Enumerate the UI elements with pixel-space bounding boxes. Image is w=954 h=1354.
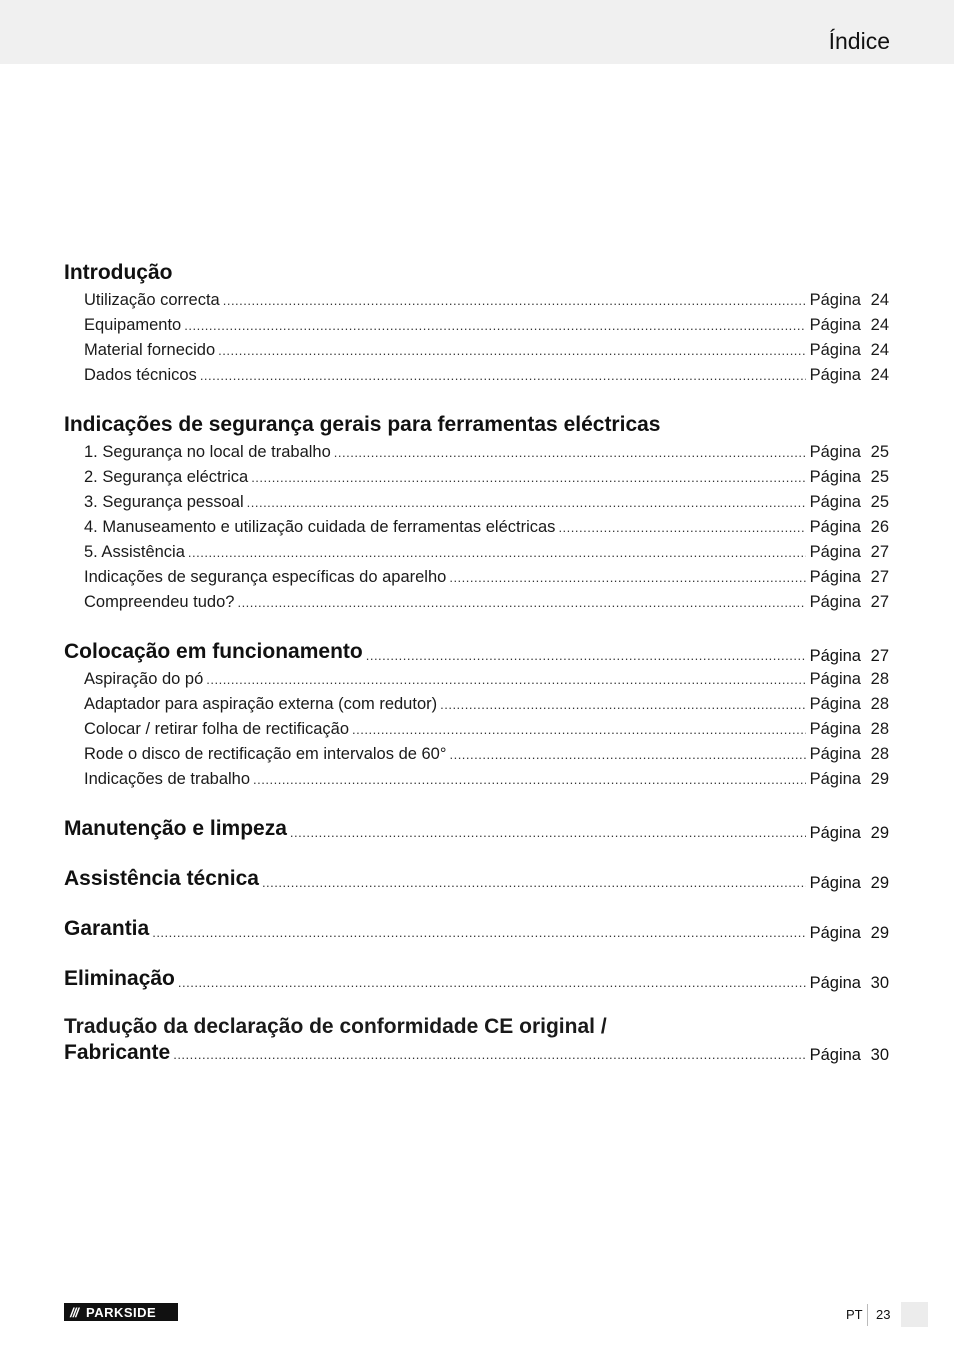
section-heading: Introdução <box>64 261 173 284</box>
toc-entry[interactable]: 5. Assistência ..... Página 27 <box>84 540 889 565</box>
dot-leader <box>188 540 806 565</box>
dot-leader <box>366 647 806 664</box>
dot-leader <box>352 717 806 742</box>
toc-entry[interactable]: Aspiração do pó ..... Página 28 <box>84 667 889 692</box>
dot-leader <box>449 565 805 590</box>
logo-text: PARKSIDE <box>86 1304 157 1320</box>
toc-entry[interactable]: Rode o disco de rectificação em intervalos de 60° ..... Página 28 <box>84 742 889 767</box>
footer-divider <box>867 1304 868 1326</box>
dot-leader <box>178 974 806 991</box>
toc-entry[interactable]: 2. Segurança eléctrica ..... Página 25 <box>84 465 889 490</box>
toc-section-colocacao <box>64 637 889 792</box>
dot-leader <box>200 363 806 388</box>
toc-entry[interactable]: Compreendeu tudo? ..... Página 27 <box>84 590 889 615</box>
page-title: Índice <box>828 28 890 54</box>
dot-leader <box>223 288 806 313</box>
toc-entry[interactable]: Indicações de segurança específicas do aparelho ..... Página 27 <box>84 565 889 590</box>
dot-leader <box>152 924 805 941</box>
toc-section-assistencia-tecnica[interactable]: Assistência técnica ..... Página 29 <box>64 864 889 894</box>
toc-section-eliminacao[interactable]: Eliminação ..... Página 30 <box>64 964 889 994</box>
dot-leader <box>247 490 806 515</box>
toc-entry[interactable]: Dados técnicos ..... Página 24 <box>84 363 889 388</box>
header-band <box>0 0 954 64</box>
dot-leader <box>218 338 805 363</box>
table-of-contents <box>64 258 889 1066</box>
logo-stripes-icon: /// <box>70 1304 78 1320</box>
dot-leader <box>449 742 805 767</box>
toc-entry[interactable]: Utilização correcta ..... Página 24 <box>84 288 889 313</box>
dot-leader <box>253 767 806 792</box>
toc-section-garantia[interactable]: Garantia ..... Página 29 <box>64 914 889 944</box>
toc-section-manutencao[interactable]: Manutenção e limpeza ..... Página 29 <box>64 814 889 844</box>
toc-entry[interactable]: Adaptador para aspiração externa (com redutor) ..... Página 28 <box>84 692 889 717</box>
dot-leader <box>184 313 805 338</box>
toc-entry[interactable]: 3. Segurança pessoal ..... Página 25 <box>84 490 889 515</box>
footer-tab-marker <box>901 1302 928 1327</box>
dot-leader <box>237 590 805 615</box>
section-heading-line1: Tradução da declaração de conformidade CE original / <box>64 1015 607 1038</box>
dot-leader <box>251 465 805 490</box>
page-number: 23 <box>876 1307 891 1322</box>
toc-entry[interactable]: 4. Manuseamento e utilização cuidada de ferramentas eléctricas ..... Página 26 <box>84 515 889 540</box>
section-heading: Indicações de segurança gerais para ferramentas eléctricas <box>64 413 661 436</box>
toc-section-declaracao[interactable] <box>64 1014 889 1066</box>
section-entries <box>64 440 889 615</box>
toc-entry[interactable]: Colocar / retirar folha de rectificação ..... Página 28 <box>84 717 889 742</box>
section-heading[interactable]: Colocação em funcionamento ..... Página 27 <box>64 637 889 667</box>
dot-leader <box>173 1046 805 1063</box>
section-heading-line2: Fabricante ..... Página 30 <box>64 1040 889 1066</box>
section-entries <box>64 667 889 792</box>
toc-section-seguranca <box>64 410 889 615</box>
dot-leader <box>290 824 806 841</box>
toc-entry[interactable]: Material fornecido ..... Página 24 <box>84 338 889 363</box>
toc-section-introducao <box>64 258 889 388</box>
toc-entry[interactable]: 1. Segurança no local de trabalho ..... Página 25 <box>84 440 889 465</box>
section-entries <box>64 288 889 388</box>
language-code: PT <box>846 1307 863 1322</box>
parkside-logo <box>64 1303 178 1321</box>
toc-entry[interactable]: Equipamento ..... Página 24 <box>84 313 889 338</box>
toc-entry[interactable]: Indicações de trabalho ..... Página 29 <box>84 767 889 792</box>
dot-leader <box>334 440 806 465</box>
dot-leader <box>558 515 805 540</box>
dot-leader <box>206 667 805 692</box>
dot-leader <box>262 874 806 891</box>
dot-leader <box>440 692 806 717</box>
